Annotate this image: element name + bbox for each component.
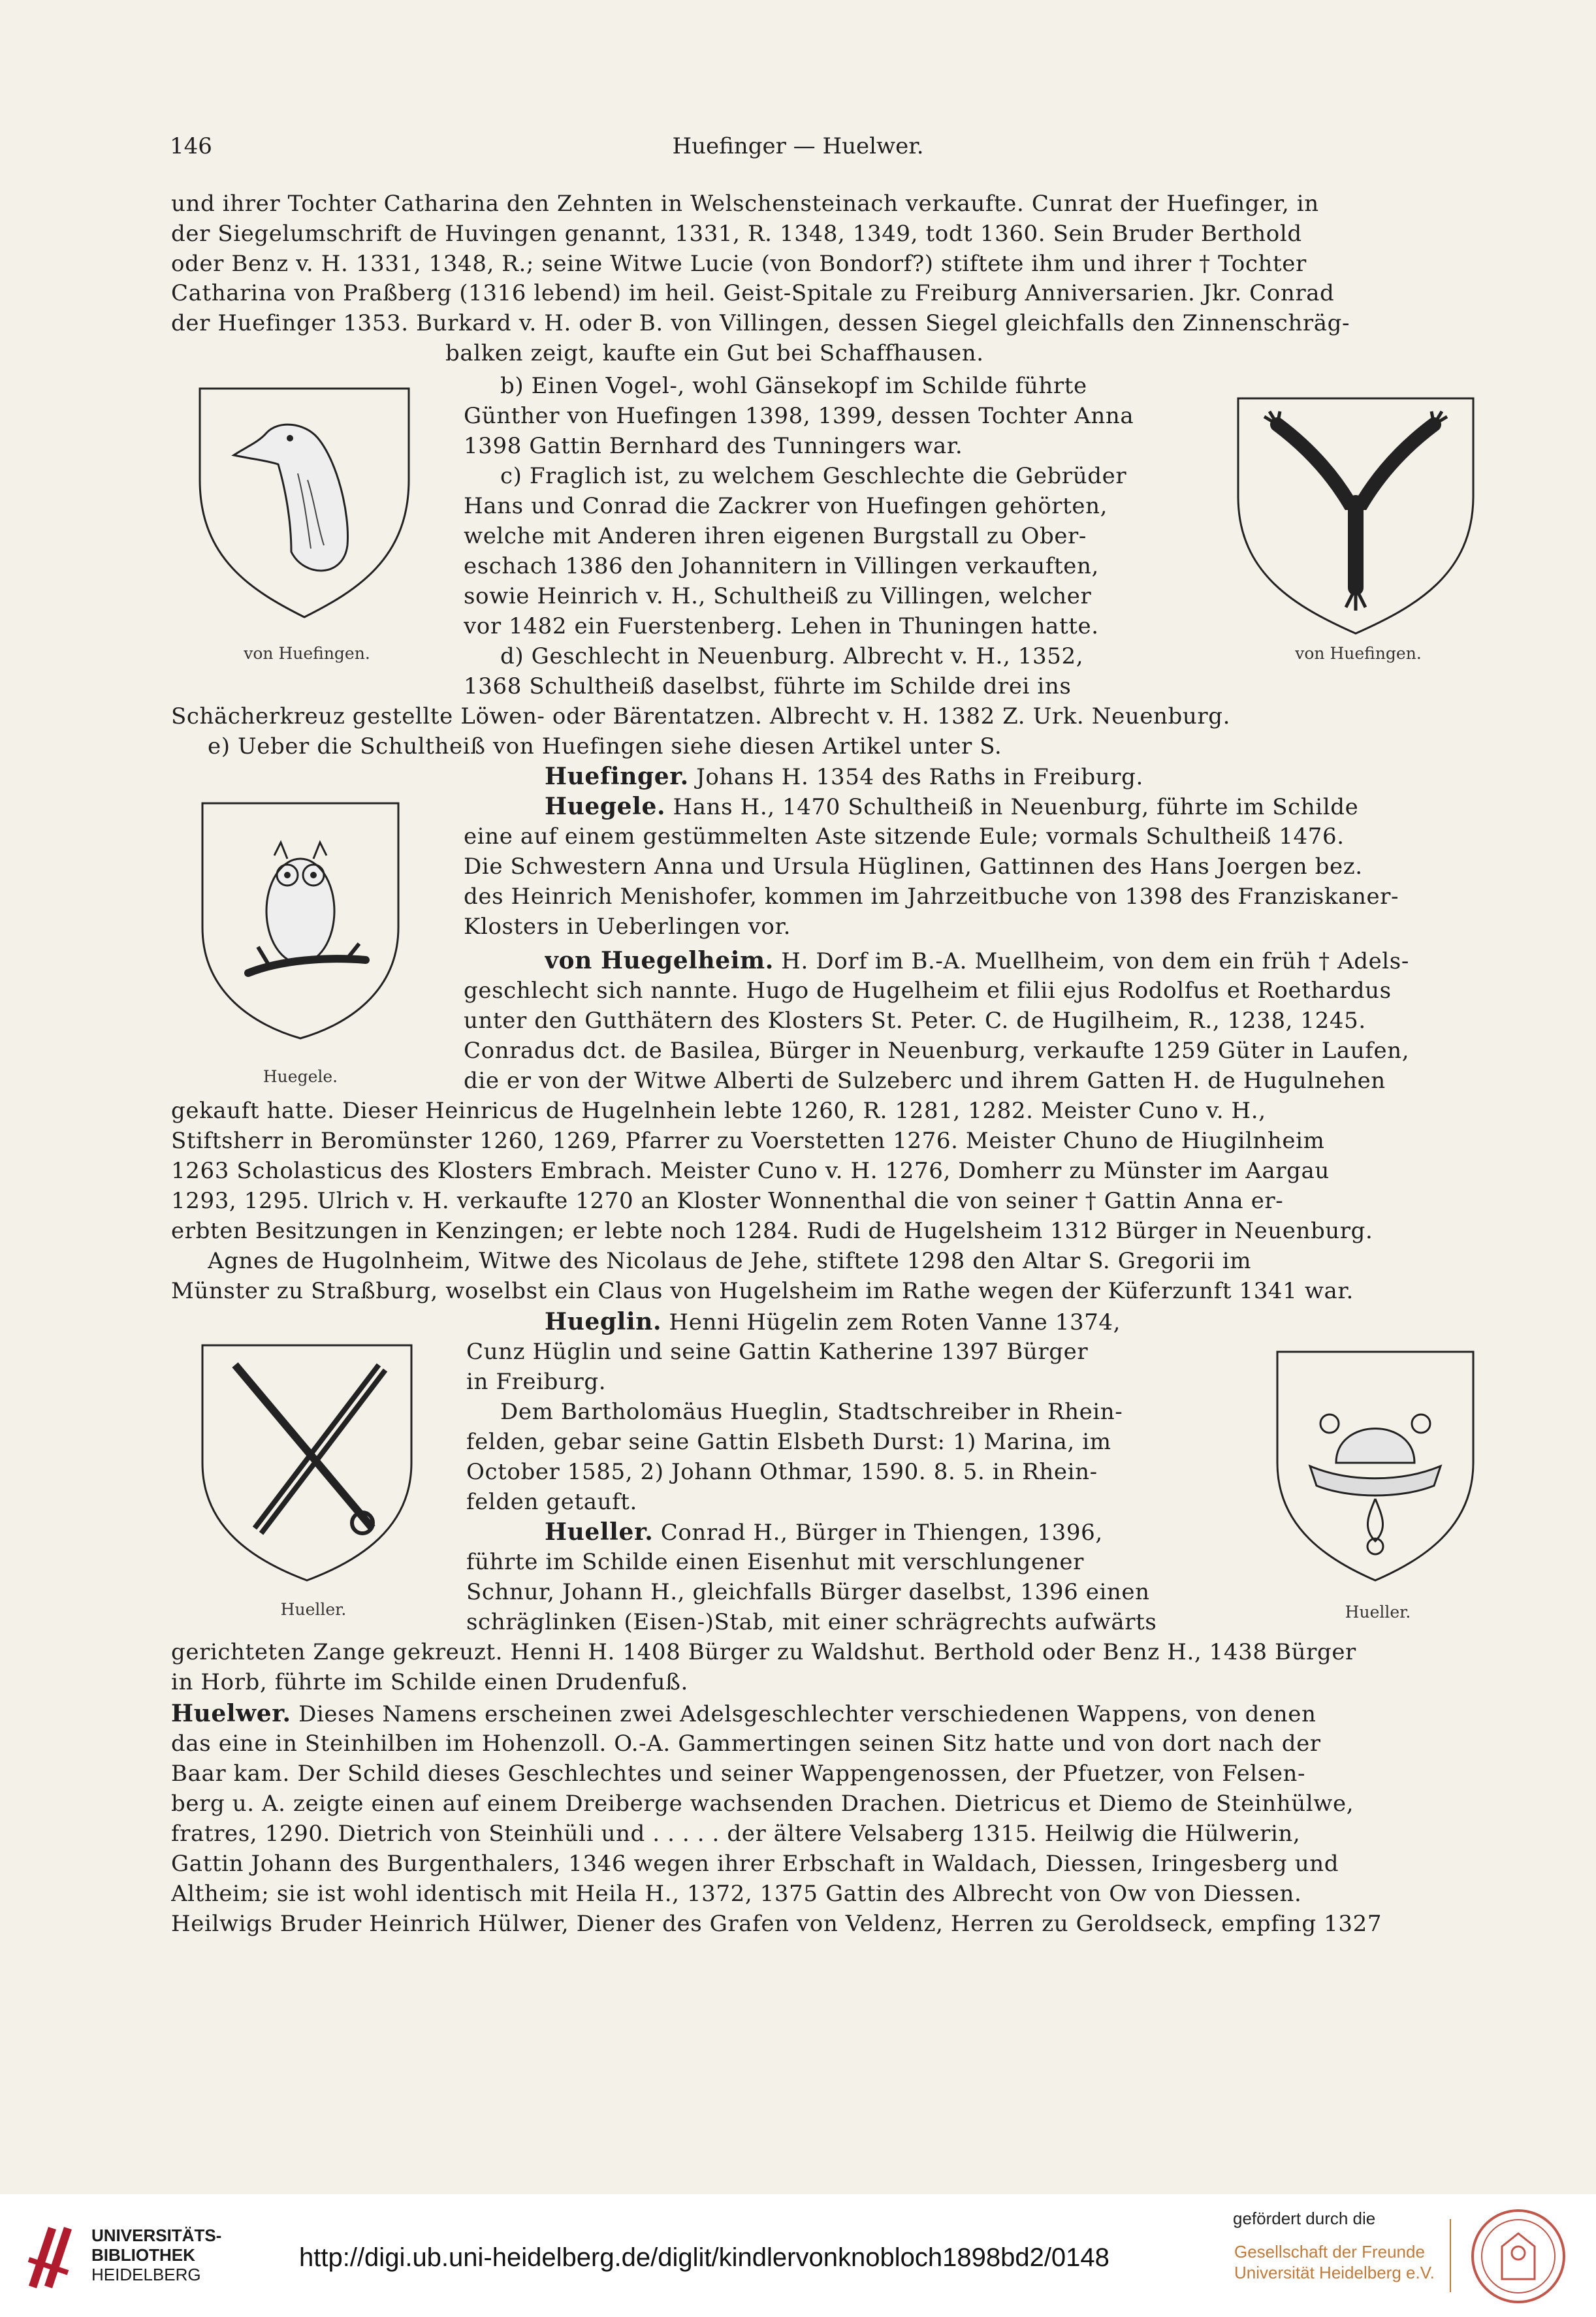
line-text: Die Schwestern Anna und Ursula Hüglinen, Gattinnen des Hans Joergen bez. [464, 854, 1363, 880]
line-text: schräglinken (Eisen-)Stab, mit einer schrägrechts aufwärts [466, 1609, 1157, 1635]
line-text: 1398 Gattin Bernhard des Tunningers war. [464, 433, 963, 459]
line-text: berg u. A. zeigte einen auf einem Dreiberge wachsenden Drachen. Dietricus et Diemo de Steinhülwe, [171, 1791, 1354, 1817]
crossed-staff-tongs-shield [196, 1339, 418, 1587]
text-line [545, 1516, 1263, 1548]
text-line [464, 821, 1469, 852]
line-text: Catharina von Praßberg (1316 lebend) im heil. Geist-Spitale zu Freiburg Anniversarien. Jkr. Conrad [171, 280, 1335, 306]
text-line [171, 218, 1471, 249]
line-text: H. Dorf im B.-A. Muellheim, von dem ein früh † Adels- [773, 948, 1409, 974]
text-line [171, 1758, 1471, 1789]
line-text: Stiftsherr in Beromünster 1260, 1269, Pfarrer zu Voerstetten 1276. Meister Chuno de Hiugilnheim [171, 1128, 1325, 1154]
text-line [500, 1396, 1199, 1428]
sponsor-line-2: Universität Heidelberg e.V. [1234, 2263, 1435, 2282]
text-line [464, 881, 1469, 912]
line-text: gerichteten Zange gekreuzt. Henni H. 1408 Bürger zu Waldshut. Berthold oder Benz H., 1438 Bürger [171, 1639, 1356, 1665]
university-seal-icon [1469, 2207, 1567, 2305]
text-line [464, 400, 1202, 432]
permalink-url[interactable]: http://digi.ub.uni-heidelberg.de/diglit/kindlervonknobloch1898bd2/0148 [299, 2243, 1109, 2272]
iron-hat-shield [1271, 1345, 1480, 1587]
line-text: d) Geschlecht in Neuenburg. Albrecht v. H., 1352, [500, 643, 1084, 669]
shield-caption-hueller-left: Hueller. [280, 1600, 347, 1619]
text-line [464, 490, 1202, 522]
text-line [171, 701, 1471, 732]
line-text: Münster zu Straßburg, woselbst ein Claus von Hugelsheim im Rathe wegen der Küferzunft 1341 war. [171, 1278, 1354, 1304]
line-text: Klosters in Ueberlingen vor. [464, 914, 791, 940]
line-text: Dieses Namens erscheinen zwei Adelsgeschlechter verschiedenen Wappens, von denen [291, 1701, 1317, 1727]
line-text: der Siegelumschrift de Huvingen genannt, 1331, R. 1348, 1349, todt 1360. Sein Bruder Berthold [171, 221, 1302, 247]
text-line [545, 761, 1472, 792]
line-text: b) Einen Vogel-, wohl Gänsekopf im Schilde führte [500, 373, 1087, 399]
text-line [464, 671, 1202, 702]
line-text: unter den Gutthätern des Klosters St. Peter. C. de Hugilheim, R., 1238, 1245. [464, 1008, 1366, 1034]
text-line [171, 1698, 1471, 1729]
owl-shield [196, 797, 405, 1045]
text-line [171, 308, 1471, 339]
paws-shield [1232, 392, 1480, 640]
text-line [171, 1095, 1471, 1127]
shield-caption-huegele: Huegele. [263, 1067, 338, 1086]
paws-icon [1232, 392, 1480, 640]
text-line [464, 1005, 1469, 1036]
text-line [464, 611, 1202, 642]
line-text: Hans H., 1470 Schultheiß in Neuenburg, führte im Schilde [665, 794, 1359, 820]
line-text: führte im Schilde einen Eisenhut mit verschlungener [466, 1549, 1084, 1575]
library-line-2: BIBLIOTHEK [91, 2245, 195, 2265]
line-text: Gattin Johann des Burgenthalers, 1346 wegen ihrer Erbschaft in Waldach, Diessen, Iringesberg und [171, 1851, 1339, 1877]
line-text: Johans H. 1354 des Raths in Freiburg. [688, 764, 1143, 790]
line-text: Schächerkreuz gestellte Löwen- oder Bärentatzen. Albrecht v. H. 1382 Z. Urk. Neuenburg. [171, 703, 1231, 729]
line-text: in Horb, führte im Schilde einen Drudenfuß. [171, 1669, 688, 1695]
line-text: die er von der Witwe Alberti de Sulzeberc und ihrem Gatten H. de Hugulnehen [464, 1068, 1386, 1094]
line-text: c) Fraglich ist, zu welchem Geschlechte die Gebrüder [500, 463, 1127, 489]
line-text: eine auf einem gestümmelten Aste sitzende Eule; vormals Schultheiß 1476. [464, 823, 1345, 850]
line-text: das eine in Steinhilben im Hohenzoll. O.-A. Gammertingen seinen Sitz hatte und von dort nach der [171, 1731, 1321, 1757]
entry-headword: von Huegelheim. [545, 947, 774, 974]
text-line [464, 911, 1469, 942]
text-line [466, 1456, 1204, 1488]
line-text: oder Benz v. H. 1331, 1348, R.; seine Witwe Lucie (von Bondorf?) stiftete ihm und ihrer † Tochter [171, 251, 1307, 277]
line-text: geschlecht sich nannte. Hugo de Hugelheim et filii ejus Rodolfus et Roethardus [464, 978, 1392, 1004]
line-text: Conrad H., Bürger in Thiengen, 1396, [653, 1520, 1103, 1546]
line-text: October 1585, 2) Johann Othmar, 1590. 8. 5. in Rhein- [466, 1459, 1098, 1485]
line-text: felden, gebar seine Gattin Elsbeth Durst: 1) Marina, im [466, 1429, 1111, 1455]
owl-icon [196, 797, 405, 1045]
line-text: balken zeigt, kaufte ein Gut bei Schaffhausen. [445, 340, 984, 366]
line-text: Dem Bartholomäus Hueglin, Stadtschreiber in Rhein- [500, 1399, 1123, 1425]
sponsor-name [1234, 2241, 1435, 2283]
text-line [500, 641, 1199, 672]
text-line [171, 1878, 1471, 1910]
text-line [171, 1125, 1471, 1157]
line-text: 1368 Schultheiß daselbst, führte im Schilde drei ins [464, 673, 1072, 699]
line-text: Heilwigs Bruder Heinrich Hülwer, Diener des Grafen von Veldenz, Herren zu Geroldseck, empfing 1327 [171, 1911, 1382, 1937]
text-line [466, 1426, 1204, 1458]
line-text: Schnur, Johann H., gleichfalls Bürger daselbst, 1396 einen [466, 1579, 1150, 1605]
university-library-logo-icon [22, 2220, 80, 2292]
text-line [171, 1637, 1471, 1668]
line-text: vor 1482 ein Fuerstenberg. Lehen in Thuningen hatte. [464, 613, 1099, 639]
entry-headword: Hueglin. [545, 1308, 662, 1335]
text-line [171, 1275, 1471, 1307]
line-text: in Freiburg. [466, 1369, 607, 1395]
library-line-3: HEIDELBERG [91, 2265, 201, 2284]
text-line [208, 1245, 1468, 1277]
text-line [466, 1336, 1204, 1367]
line-text: Altheim; sie ist wohl identisch mit Heila H., 1372, 1375 Gattin des Albrecht von Ow von Diessen. [171, 1881, 1302, 1907]
text-line [466, 1366, 1204, 1398]
entry-headword: Hueller. [545, 1518, 654, 1546]
text-line [171, 1215, 1471, 1247]
text-line [171, 1667, 1471, 1698]
text-line [466, 1486, 1204, 1518]
shield-caption-hueller-right: Hueller. [1345, 1603, 1411, 1622]
text-line [464, 1065, 1469, 1096]
line-text: Günther von Huefingen 1398, 1399, dessen Tochter Anna [464, 403, 1134, 429]
text-line [545, 1306, 1263, 1337]
line-text: 1263 Scholasticus des Klosters Embrach. Meister Cuno v. H. 1276, Domherr zu Münster im Aargau [171, 1158, 1330, 1184]
library-line-1: UNIVERSITÄTS- [91, 2226, 222, 2245]
line-text: gekauft hatte. Dieser Heinricus de Hugelnhein lebte 1260, R. 1281, 1282. Meister Cuno v. H., [171, 1098, 1266, 1124]
text-line [464, 975, 1469, 1006]
text-line [466, 1576, 1204, 1608]
viewer-footer [0, 2194, 1596, 2317]
line-text: fratres, 1290. Dietrich von Steinhüli und . . . . . der ältere Velsaberg 1315. Heilwig die Hülwerin, [171, 1821, 1301, 1847]
text-line [171, 1818, 1471, 1849]
line-text: welche mit Anderen ihren eigenen Burgstall zu Ober- [464, 523, 1087, 549]
goose-head-icon [193, 382, 415, 624]
iron-hat-icon [1271, 1345, 1480, 1587]
line-text: Cunz Hüglin und seine Gattin Katherine 1397 Bürger [466, 1339, 1089, 1365]
text-line [545, 791, 1472, 822]
text-line [466, 1606, 1204, 1638]
line-text: e) Ueber die Schultheiß von Huefingen siehe diesen Artikel unter S. [208, 733, 1002, 759]
footer-divider [1450, 2219, 1451, 2292]
text-line [208, 731, 1468, 762]
text-line [171, 188, 1471, 219]
text-line [171, 1155, 1471, 1187]
text-line [464, 581, 1202, 612]
crossed-tongs-icon [196, 1339, 418, 1587]
line-text: Hans und Conrad die Zackrer von Huefingen gehörten, [464, 493, 1108, 519]
line-text: Conradus dct. de Basilea, Bürger in Neuenburg, verkaufte 1259 Güter in Laufen, [464, 1038, 1410, 1064]
line-text: Henni Hügelin zem Roten Vanne 1374, [662, 1309, 1121, 1335]
university-library-name [91, 2226, 221, 2284]
page-header [170, 133, 1426, 172]
text-line [171, 1908, 1471, 1940]
line-text: erbten Besitzungen in Kenzingen; er lebte noch 1284. Rudi de Hugelsheim 1312 Bürger in Neuenburg. [171, 1218, 1373, 1244]
entry-headword: Huelwer. [171, 1700, 291, 1727]
sponsor-intro: gefördert durch die [1233, 2209, 1376, 2228]
entry-headword: Huegele. [545, 793, 666, 820]
text-line [171, 1185, 1471, 1217]
text-line [171, 1788, 1471, 1819]
line-text: der Huefinger 1353. Burkard v. H. oder B. von Villingen, dessen Siegel gleichfalls den Zinnenschräg- [171, 310, 1350, 336]
text-line [445, 338, 1203, 369]
page-number: 146 [170, 133, 212, 159]
text-line [171, 1728, 1471, 1759]
text-line [500, 370, 1199, 402]
text-line [464, 430, 1202, 462]
line-text: Agnes de Hugolnheim, Witwe des Nicolaus de Jehe, stiftete 1298 den Altar S. Gregorii im [208, 1248, 1252, 1274]
text-line [171, 248, 1471, 280]
text-line [466, 1546, 1204, 1578]
text-line [464, 851, 1469, 882]
line-text: sowie Heinrich v. H., Schultheiß zu Villingen, welcher [464, 583, 1092, 609]
text-line [500, 460, 1199, 492]
shield-caption-huefingen-left: von Huefingen. [244, 644, 370, 663]
line-text: und ihrer Tochter Catharina den Zehnten in Welschensteinach verkaufte. Cunrat der Huefinger, in [171, 191, 1319, 217]
shield-caption-huefingen-right: von Huefingen. [1295, 644, 1422, 663]
line-text: des Heinrich Menishofer, kommen im Jahrzeitbuche von 1398 des Franziskaner- [464, 884, 1399, 910]
goose-head-shield [193, 382, 415, 624]
line-text: Baar kam. Der Schild dieses Geschlechtes und seiner Wappengenossen, der Pfuetzer, von Felsen- [171, 1761, 1306, 1787]
text-line [464, 551, 1202, 582]
entry-headword: Huefinger. [545, 763, 689, 790]
text-line [171, 278, 1471, 309]
text-line [464, 1035, 1469, 1066]
text-line [464, 520, 1202, 552]
sponsor-line-1: Gesellschaft der Freunde [1234, 2242, 1425, 2261]
text-line [545, 945, 1472, 976]
line-text: 1293, 1295. Ulrich v. H. verkaufte 1270 an Kloster Wonnenthal die von seiner † Gattin Anna er- [171, 1188, 1284, 1214]
running-title: Huefinger — Huelwer. [672, 133, 924, 159]
line-text: eschach 1386 den Johannitern in Villingen verkauften, [464, 553, 1099, 579]
text-line [171, 1848, 1471, 1879]
line-text: felden getauft. [466, 1489, 637, 1515]
